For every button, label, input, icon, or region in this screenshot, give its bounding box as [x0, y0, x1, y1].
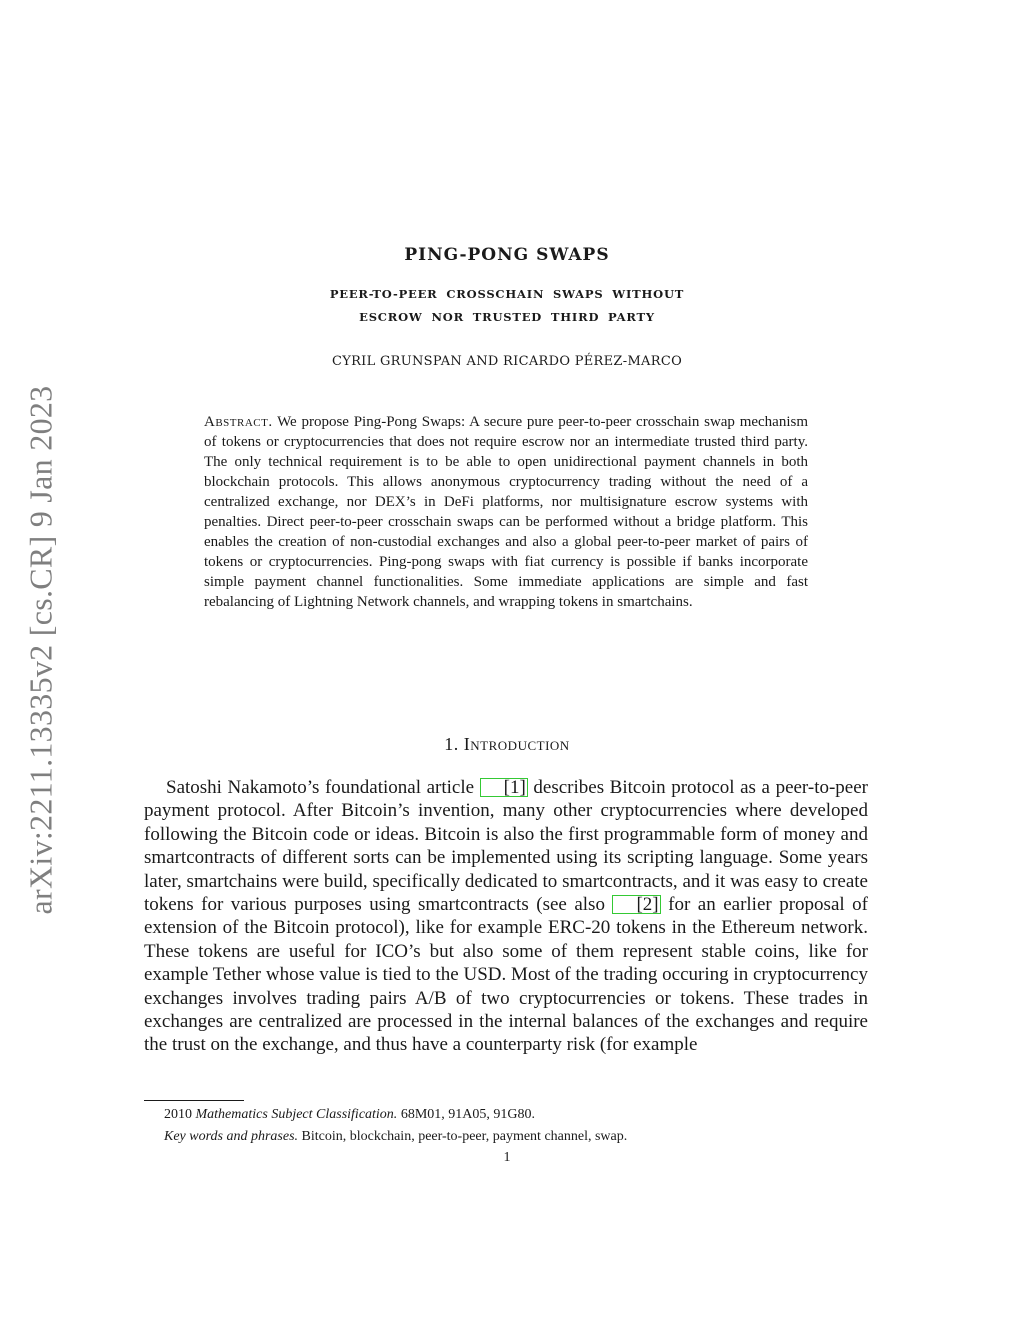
footnote-msc: [164, 1106, 535, 1124]
intro-text-2: describes Bitcoin protocol as a peer-to-peer payment protocol. After Bitcoin’s invention, many other cryptocurrencies where developed following the Bitcoin code or ideas. Bitcoin is also the first programmable form of money and smartcontracts of different sorts can be implemented using its scripting language. Some years later, smartchains were build, specifically dedicated to smartcontracts, and it was easy to create tokens for various purposes using smartcontracts (see also: [144, 777, 869, 916]
citation-link-2[interactable]: [2]: [612, 895, 660, 914]
abstract: [204, 412, 808, 612]
section-title: Introduction: [463, 734, 570, 754]
page-number: 1: [503, 1150, 511, 1165]
keywords-label: Key words and phrases.: [164, 1129, 299, 1144]
subtitle-line-1: PEER-TO-PEER CROSSCHAIN SWAPS WITHOUT: [329, 287, 685, 301]
intro-text-1: Satoshi Nakamoto’s foundational article: [166, 777, 480, 798]
msc-year: 2010: [164, 1107, 192, 1122]
footnote-keywords: [164, 1128, 627, 1146]
keywords-text: Bitcoin, blockchain, peer-to-peer, payment channel, swap.: [301, 1129, 628, 1144]
msc-codes: 68M01, 91A05, 91G80.: [400, 1107, 535, 1122]
section-number: 1.: [444, 734, 459, 754]
section-heading: [0, 734, 1014, 755]
abstract-text: We propose Ping-Pong Swaps: A secure pure peer-to-peer crosschain swap mechanism of tokens or cryptocurrencies that does not require escrow nor an intermediate trusted third party. The only technical requirement is to be able to open unidirectional payment channels in both blockchain protocols. This allows anonymous cryptocurrency trading without the need of a centralized exchange, nor DEX’s in DeFi platforms, nor multisignature escrow systems with penalties. Direct peer-to-peer crosschain swaps can be performed without a bridge platform. This enables the creation of non-custodial exchanges and also a global peer-to-peer market of pairs of tokens or cryptocurrencies. Ping-pong swaps with fiat currency is possible if banks incorporate simple payment channel functionalities. Some immediate applications are simple and fast rebalancing of Lightning Network channels, and wrapping tokens in smartchains.: [204, 414, 809, 610]
authors: CYRIL GRUNSPAN AND RICARDO PÉREZ-MARCO: [331, 354, 683, 369]
subtitle-line-2: ESCROW NOR TRUSTED THIRD PARTY: [359, 310, 655, 324]
abstract-label: Abstract.: [204, 414, 273, 430]
citation-link-1[interactable]: [1]: [480, 778, 528, 797]
msc-label: Mathematics Subject Classification.: [195, 1107, 398, 1122]
introduction-paragraph: [144, 776, 868, 1057]
intro-text-3: for an earlier proposal of extension of the Bitcoin protocol), like for example ERC-20 tokens in the Ethereum network. These tokens are useful for ICO’s but also some of them represent stable coins, like for example Tether whose value is tied to the USD. Most of the trading occuring in cryptocurrency exchanges involves trading pairs A/B of two cryptocurrencies or tokens. These trades in exchanges are centralized are processed in the internal balances of the exchanges and require the trust on the exchange, and thus have a counterparty risk (for example: [144, 894, 868, 1056]
arxiv-identifier-stamp: arXiv:2211.13335v2 [cs.CR] 9 Jan 2023: [22, 385, 59, 915]
paper-subtitle: [0, 283, 1014, 329]
footnote-divider: [144, 1100, 244, 1101]
paper-title: PING-PONG SWAPS: [404, 245, 610, 265]
